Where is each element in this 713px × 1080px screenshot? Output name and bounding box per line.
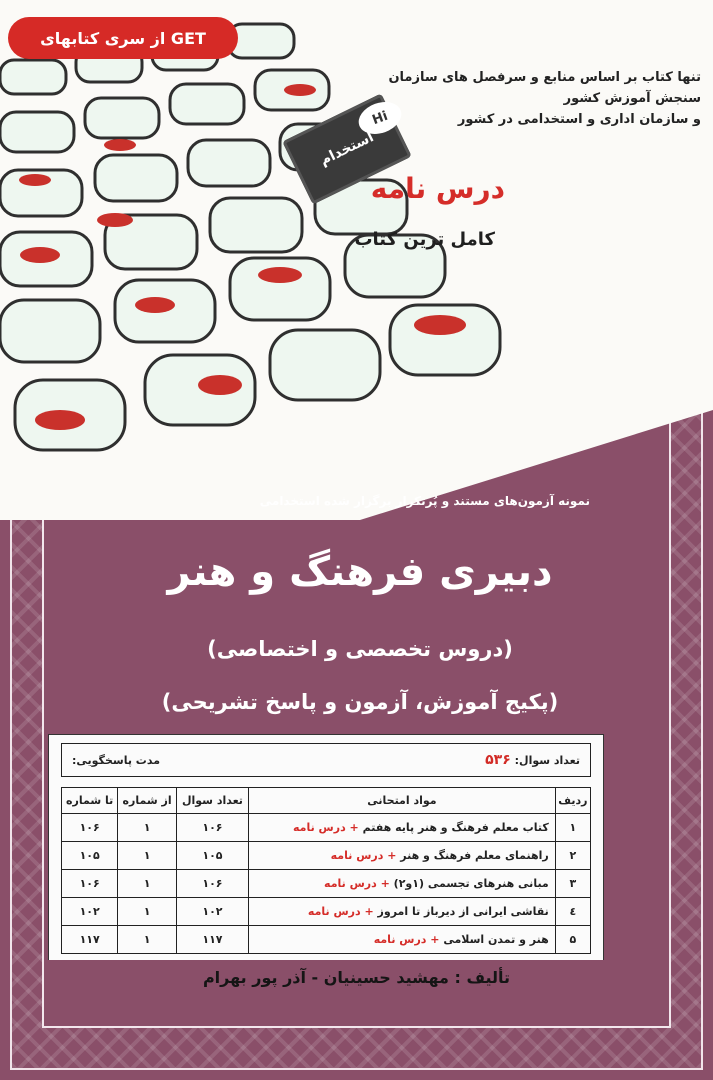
from-cell: ۱ [118,814,176,842]
subject-cell [249,814,556,842]
subject-text: راهنمای معلم فرهنگ و هنر [400,849,549,862]
question-count [485,752,580,768]
header-from: از شماره [118,788,176,814]
brand-subtitle: کامل ترین کتاب [354,229,495,250]
stamp: استخدام [282,93,412,204]
from-cell: ۱ [118,926,176,954]
subject-cell [249,842,556,870]
answer-time-label: مدت پاسخگویی: [72,753,161,767]
header-to: تا شماره [62,788,118,814]
top-note-line-2: و سازمان اداری و استخدامی در کشور [457,111,701,127]
row-number: ۱ [555,814,590,842]
question-count-cell: ۱۰۶ [176,870,248,898]
table-row [62,842,591,870]
header-row: ردیف [555,788,590,814]
row-number: ٤ [555,898,590,926]
to-cell: ۱۰۲ [62,898,118,926]
question-count-value: ۵۳۶ [485,752,511,768]
row-number: ۵ [555,926,590,954]
series-badge: از سری کتابهای GET [8,17,238,59]
subject-text: مبانی هنرهای تجسمی (۱و۲) [393,877,549,890]
question-count-cell: ۱۰۲ [176,898,248,926]
table-row [62,898,591,926]
top-note-line-1: تنها کتاب بر اساس منابع و سرفصل های سازمان سنجش آموزش کشور [388,70,701,106]
main-title-3: (پکیج آموزش، آزمون و پاسخ تشریحی) [161,690,559,714]
subject-cell [249,870,556,898]
main-subheading: نمونه آزمون‌های مستند و پُرتکرار برگزار شده استخدامی [259,494,590,508]
question-count-cell: ۱۱۷ [176,926,248,954]
subject-cell [249,898,556,926]
question-count-row [61,743,591,777]
subject-text: هنر و تمدن اسلامی [443,933,549,946]
main-title-2: (دروس تخصصی و اختصاصی) [207,637,513,661]
row-number: ۲ [555,842,590,870]
exam-table [61,787,591,954]
subject-text: کتاب معلم فرهنگ و هنر پایه هفتم [362,821,549,834]
header-subject: مواد امتحانی [249,788,556,814]
header-count: تعداد سوال [176,788,248,814]
to-cell: ۱۰۵ [62,842,118,870]
author-line: تألیف : مهشید حسینیان - آذر پور بهرام [202,968,511,987]
question-count-cell: ۱۰۵ [176,842,248,870]
stamp-hi: Hi [354,96,406,139]
to-cell: ۱۰۶ [62,870,118,898]
subject-tag: + درس نامه [307,905,374,918]
subject-cell [249,926,556,954]
main-title: دبیری فرهنگ و هنر [167,549,553,595]
subject-text: نقاشی ایرانی از دیرباز تا امروز [377,905,549,918]
table-row [62,926,591,954]
exam-table-panel [48,734,604,964]
subject-tag: + درس نامه [330,849,397,862]
table-row [62,814,591,842]
table-row [62,870,591,898]
to-cell: ۱۱۷ [62,926,118,954]
to-cell: ۱۰۶ [62,814,118,842]
brand-title: درس نامه [370,172,505,205]
from-cell: ۱ [118,898,176,926]
from-cell: ۱ [118,842,176,870]
row-number: ۳ [555,870,590,898]
subject-tag: + درس نامه [373,933,440,946]
question-count-cell: ۱۰۶ [176,814,248,842]
subject-tag: + درس نامه [292,821,359,834]
subject-tag: + درس نامه [324,877,390,890]
question-count-label: تعداد سوال: [514,754,580,767]
from-cell: ۱ [118,870,176,898]
